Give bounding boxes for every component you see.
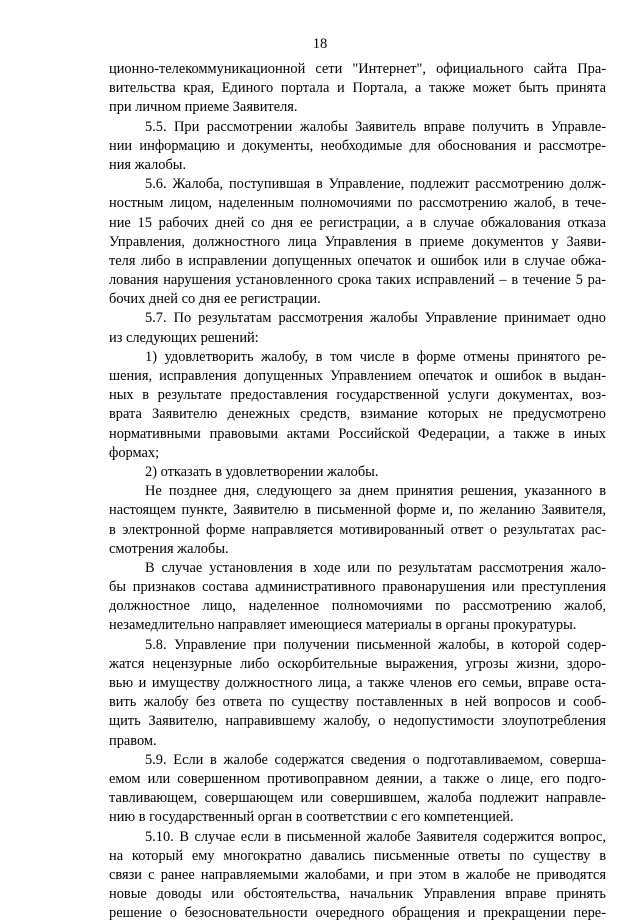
text-line: нию в государственный орган в соответствии с его компетенцией. [109, 809, 514, 826]
text-line: новые доводы или обстоятельства, начальник Управления вправе принять [109, 886, 606, 903]
text-line: Не позднее дня, следующего за днем принятия решения, указанного в [145, 483, 606, 500]
text-line: 5.7. По результатам рассмотрения жалобы Управление принимает одно [145, 310, 606, 327]
text-line: ностным лицом, наделенным полномочиями по рассмотрению жалоб, в тече- [109, 195, 606, 212]
text-line: 1) удовлетворить жалобу, в том числе в форме отмены принятого ре- [145, 348, 606, 365]
document-body [109, 60, 606, 923]
text-line: незамедлительно направляет имеющиеся материалы в органы прокуратуры. [109, 617, 577, 634]
text-line: бочих дней со дня ее регистрации. [109, 291, 321, 308]
text-line: ных в результате предоставления государственной услуги документах, воз- [109, 387, 606, 404]
text-line: в электронной форме направляется мотивированный ответ о результатах рас- [109, 521, 606, 538]
text-line: правом. [109, 732, 157, 749]
text-line: на который ему многократно давались письменные ответы по существу в [109, 847, 606, 864]
text-line: тавливающем, совершающем или совершившем, жалоба подлежит направле- [109, 790, 606, 807]
text-line: щить Заявителю, направившему жалобу, о недопустимости злоупотребления [109, 713, 606, 730]
text-line: лования нарушения установленного срока таких исправлений – в течение 5 ра- [109, 272, 606, 289]
text-line: нии информацию и документы, необходимые для обоснования и рассмотре- [109, 137, 606, 154]
page-number: 18 [312, 36, 328, 52]
text-line: ния жалобы. [109, 156, 187, 173]
text-line: при личном приеме Заявителя. [109, 99, 298, 116]
text-line: Управления, должностного лица Управления в приеме документов у Заяви- [109, 233, 606, 250]
text-line: 5.8. Управление при получении письменной жалобы, в которой содер- [145, 636, 606, 653]
text-line: 5.6. Жалоба, поступившая в Управление, подлежит рассмотрению долж- [145, 176, 606, 193]
text-line: формах; [109, 444, 160, 461]
text-line: ние 15 рабочих дней со дня ее регистрации, а в случае обжалования отказа [109, 214, 606, 231]
text-line: В случае установления в ходе или по результатам рассмотрения жало- [145, 559, 606, 576]
text-line: смотрения жалобы. [109, 540, 229, 557]
text-line: настоящем пункте, Заявителю в письменной форме и, по желанию Заявителя, [109, 502, 606, 519]
text-line: связи с ранее направляемыми жалобами, и при этом в жалобе не приводятся [109, 866, 606, 883]
text-line: 5.9. Если в жалобе содержатся сведения о подготавливаемом, соверша- [145, 751, 606, 768]
text-line: 5.10. В случае если в письменной жалобе Заявителя содержится вопрос, [145, 828, 606, 845]
text-line: 5.5. При рассмотрении жалобы Заявитель вправе получить в Управле- [145, 118, 606, 135]
text-line: жатся нецензурные либо оскорбительные выражения, угрозы жизни, здоро- [109, 655, 606, 672]
text-line: емом или совершенном противоправном деянии, а также о лице, его подго- [109, 770, 606, 787]
text-line: решение о безосновательности очередного обращения и прекращении пере- [109, 905, 606, 922]
text-line: вить жалобу без ответа по существу поставленных в ней вопросов и сооб- [109, 694, 606, 711]
text-line: ционно-телекоммуникационной сети "Интернет", официального сайта Пра- [109, 61, 606, 77]
text-line: нормативными правовыми актами Российской Федерации, а также в иных [109, 425, 606, 442]
text-line: вительства края, Единого портала и Портала, а также может быть принята [109, 80, 606, 97]
text-line: бы признаков состава административного правонарушения или преступления [109, 579, 606, 596]
text-line: 2) отказать в удовлетворении жалобы. [145, 463, 379, 480]
text-line: теля либо в исправлении допущенных опечаток и ошибок или в случае обжа- [109, 252, 606, 269]
text-line: должностное лицо, наделенное полномочиями по рассмотрению жалоб, [109, 598, 606, 615]
text-line: врата Заявителю денежных средств, взимание которых не предусмотрено [109, 406, 606, 423]
text-line: вью и имуществу должностного лица, а также членов его семьи, вправе оста- [109, 675, 606, 691]
text-line: из следующих решений: [109, 329, 259, 346]
text-line: шения, исправления допущенных Управлением опечаток и ошибок в выдан- [109, 368, 606, 384]
